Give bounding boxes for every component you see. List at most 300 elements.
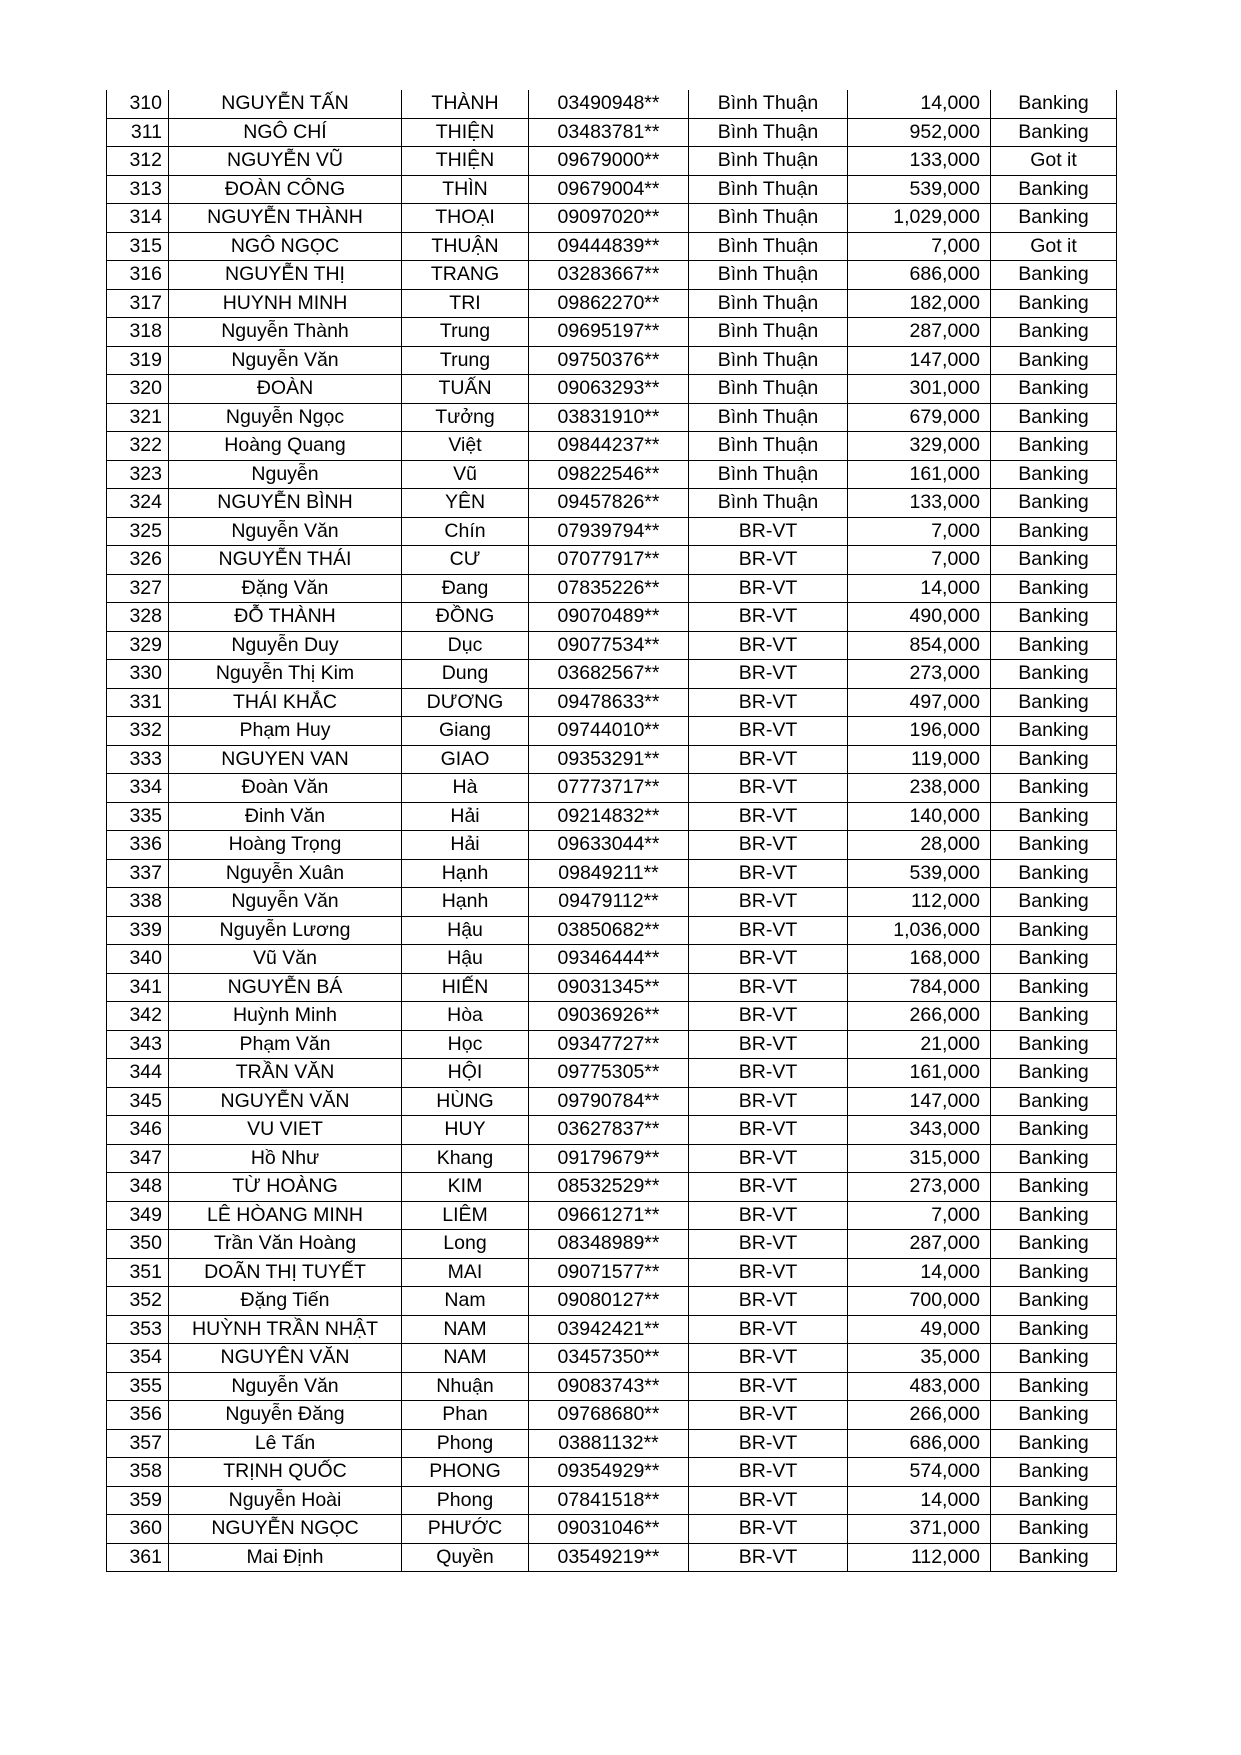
province-cell: BR-VT bbox=[689, 1315, 848, 1344]
amount-cell: 686,000 bbox=[848, 261, 991, 290]
given-name-cell: THUẬN bbox=[402, 232, 529, 261]
table-row bbox=[107, 1486, 1117, 1515]
given-name-cell: THÌN bbox=[402, 175, 529, 204]
table-row bbox=[107, 1087, 1117, 1116]
phone-cell: 03831910** bbox=[529, 403, 689, 432]
table-row bbox=[107, 118, 1117, 147]
payment-method-cell: Banking bbox=[991, 1173, 1117, 1202]
given-name-cell: HIẾN bbox=[402, 973, 529, 1002]
given-name-cell: Giang bbox=[402, 717, 529, 746]
table-row bbox=[107, 1543, 1117, 1572]
payment-method-cell: Banking bbox=[991, 1287, 1117, 1316]
amount-cell: 686,000 bbox=[848, 1429, 991, 1458]
row-number-cell: 336 bbox=[107, 831, 169, 860]
payment-method-cell: Got it bbox=[991, 147, 1117, 176]
table-row bbox=[107, 888, 1117, 917]
family-name-cell: Nguyễn Xuân bbox=[169, 859, 402, 888]
row-number-cell: 359 bbox=[107, 1486, 169, 1515]
given-name-cell: Trung bbox=[402, 318, 529, 347]
given-name-cell: TRANG bbox=[402, 261, 529, 290]
phone-cell: 09346444** bbox=[529, 945, 689, 974]
family-name-cell: TỪ HOÀNG bbox=[169, 1173, 402, 1202]
phone-cell: 09077534** bbox=[529, 631, 689, 660]
amount-cell: 287,000 bbox=[848, 318, 991, 347]
province-cell: Bình Thuận bbox=[689, 289, 848, 318]
province-cell: BR-VT bbox=[689, 660, 848, 689]
province-cell: BR-VT bbox=[689, 1344, 848, 1373]
row-number-cell: 337 bbox=[107, 859, 169, 888]
row-number-cell: 347 bbox=[107, 1144, 169, 1173]
given-name-cell: Hà bbox=[402, 774, 529, 803]
table-row bbox=[107, 802, 1117, 831]
phone-cell: 09862270** bbox=[529, 289, 689, 318]
row-number-cell: 310 bbox=[107, 90, 169, 118]
province-cell: BR-VT bbox=[689, 1059, 848, 1088]
table-row bbox=[107, 517, 1117, 546]
phone-cell: 09353291** bbox=[529, 745, 689, 774]
payment-method-cell: Banking bbox=[991, 831, 1117, 860]
amount-cell: 700,000 bbox=[848, 1287, 991, 1316]
family-name-cell: Nguyễn Văn bbox=[169, 346, 402, 375]
family-name-cell: Hồ Như bbox=[169, 1144, 402, 1173]
phone-cell: 09679000** bbox=[529, 147, 689, 176]
family-name-cell: ĐOÀN bbox=[169, 375, 402, 404]
family-name-cell: Hoàng Quang bbox=[169, 432, 402, 461]
family-name-cell: LÊ HÒANG MINH bbox=[169, 1201, 402, 1230]
family-name-cell: Nguyễn Văn bbox=[169, 888, 402, 917]
province-cell: BR-VT bbox=[689, 1087, 848, 1116]
given-name-cell: THIỆN bbox=[402, 118, 529, 147]
amount-cell: 539,000 bbox=[848, 175, 991, 204]
payment-method-cell: Banking bbox=[991, 1515, 1117, 1544]
province-cell: BR-VT bbox=[689, 517, 848, 546]
table-row bbox=[107, 574, 1117, 603]
given-name-cell: THÀNH bbox=[402, 90, 529, 118]
family-name-cell: NGUYỄN BÌNH bbox=[169, 489, 402, 518]
amount-cell: 21,000 bbox=[848, 1030, 991, 1059]
amount-cell: 182,000 bbox=[848, 289, 991, 318]
given-name-cell: Chín bbox=[402, 517, 529, 546]
row-number-cell: 321 bbox=[107, 403, 169, 432]
amount-cell: 266,000 bbox=[848, 1401, 991, 1430]
amount-cell: 112,000 bbox=[848, 1543, 991, 1572]
phone-cell: 09750376** bbox=[529, 346, 689, 375]
row-number-cell: 361 bbox=[107, 1543, 169, 1572]
phone-cell: 03942421** bbox=[529, 1315, 689, 1344]
row-number-cell: 354 bbox=[107, 1344, 169, 1373]
phone-cell: 07835226** bbox=[529, 574, 689, 603]
payment-method-cell: Banking bbox=[991, 1002, 1117, 1031]
table-row bbox=[107, 289, 1117, 318]
row-number-cell: 330 bbox=[107, 660, 169, 689]
given-name-cell: Học bbox=[402, 1030, 529, 1059]
family-name-cell: Nguyễn Ngọc bbox=[169, 403, 402, 432]
row-number-cell: 325 bbox=[107, 517, 169, 546]
phone-cell: 09354929** bbox=[529, 1458, 689, 1487]
row-number-cell: 341 bbox=[107, 973, 169, 1002]
given-name-cell: KIM bbox=[402, 1173, 529, 1202]
province-cell: Bình Thuận bbox=[689, 232, 848, 261]
phone-cell: 09031046** bbox=[529, 1515, 689, 1544]
family-name-cell: NGUYÊN VĂN bbox=[169, 1344, 402, 1373]
payment-method-cell: Banking bbox=[991, 1258, 1117, 1287]
payment-method-cell: Banking bbox=[991, 460, 1117, 489]
payment-method-cell: Got it bbox=[991, 232, 1117, 261]
payment-method-cell: Banking bbox=[991, 1315, 1117, 1344]
given-name-cell: Hậu bbox=[402, 945, 529, 974]
table-row bbox=[107, 945, 1117, 974]
family-name-cell: Hoàng Trọng bbox=[169, 831, 402, 860]
table-row bbox=[107, 1429, 1117, 1458]
row-number-cell: 348 bbox=[107, 1173, 169, 1202]
family-name-cell: Đặng Văn bbox=[169, 574, 402, 603]
family-name-cell: Nguyễn Văn bbox=[169, 1372, 402, 1401]
table-row bbox=[107, 660, 1117, 689]
family-name-cell: Nguyễn Duy bbox=[169, 631, 402, 660]
amount-cell: 14,000 bbox=[848, 574, 991, 603]
given-name-cell: THOẠI bbox=[402, 204, 529, 233]
row-number-cell: 332 bbox=[107, 717, 169, 746]
given-name-cell: Phong bbox=[402, 1486, 529, 1515]
province-cell: BR-VT bbox=[689, 916, 848, 945]
amount-cell: 119,000 bbox=[848, 745, 991, 774]
given-name-cell: Hạnh bbox=[402, 859, 529, 888]
province-cell: BR-VT bbox=[689, 831, 848, 860]
province-cell: Bình Thuận bbox=[689, 118, 848, 147]
row-number-cell: 328 bbox=[107, 603, 169, 632]
payment-method-cell: Banking bbox=[991, 432, 1117, 461]
payment-method-cell: Banking bbox=[991, 1372, 1117, 1401]
payment-method-cell: Banking bbox=[991, 517, 1117, 546]
family-name-cell: Mai Định bbox=[169, 1543, 402, 1572]
table-row bbox=[107, 603, 1117, 632]
table-row bbox=[107, 1344, 1117, 1373]
given-name-cell: Dục bbox=[402, 631, 529, 660]
family-name-cell: Đặng Tiến bbox=[169, 1287, 402, 1316]
payment-method-cell: Banking bbox=[991, 1543, 1117, 1572]
phone-cell: 03850682** bbox=[529, 916, 689, 945]
province-cell: Bình Thuận bbox=[689, 346, 848, 375]
table-row bbox=[107, 1201, 1117, 1230]
table-row bbox=[107, 175, 1117, 204]
family-name-cell: DOÃN THỊ TUYẾT bbox=[169, 1258, 402, 1287]
table-row bbox=[107, 1230, 1117, 1259]
payment-method-cell: Banking bbox=[991, 375, 1117, 404]
given-name-cell: DƯƠNG bbox=[402, 688, 529, 717]
phone-cell: 08348989** bbox=[529, 1230, 689, 1259]
phone-cell: 09679004** bbox=[529, 175, 689, 204]
phone-cell: 03490948** bbox=[529, 90, 689, 118]
table-row bbox=[107, 460, 1117, 489]
table-row bbox=[107, 831, 1117, 860]
phone-cell: 07939794** bbox=[529, 517, 689, 546]
row-number-cell: 350 bbox=[107, 1230, 169, 1259]
payment-method-cell: Banking bbox=[991, 1401, 1117, 1430]
amount-cell: 49,000 bbox=[848, 1315, 991, 1344]
amount-cell: 133,000 bbox=[848, 147, 991, 176]
phone-cell: 09695197** bbox=[529, 318, 689, 347]
family-name-cell: NGUYỄN BÁ bbox=[169, 973, 402, 1002]
row-number-cell: 312 bbox=[107, 147, 169, 176]
province-cell: BR-VT bbox=[689, 1458, 848, 1487]
table-row bbox=[107, 1059, 1117, 1088]
amount-cell: 14,000 bbox=[848, 90, 991, 118]
phone-cell: 09083743** bbox=[529, 1372, 689, 1401]
family-name-cell: Lê Tấn bbox=[169, 1429, 402, 1458]
row-number-cell: 320 bbox=[107, 375, 169, 404]
province-cell: Bình Thuận bbox=[689, 318, 848, 347]
payment-method-cell: Banking bbox=[991, 717, 1117, 746]
phone-cell: 03549219** bbox=[529, 1543, 689, 1572]
given-name-cell: TRI bbox=[402, 289, 529, 318]
province-cell: BR-VT bbox=[689, 774, 848, 803]
family-name-cell: THÁI KHẮC bbox=[169, 688, 402, 717]
province-cell: BR-VT bbox=[689, 1201, 848, 1230]
payment-method-cell: Banking bbox=[991, 1230, 1117, 1259]
payment-method-cell: Banking bbox=[991, 1087, 1117, 1116]
family-name-cell: HUYNH MINH bbox=[169, 289, 402, 318]
amount-cell: 7,000 bbox=[848, 232, 991, 261]
province-cell: BR-VT bbox=[689, 603, 848, 632]
family-name-cell: Huỳnh Minh bbox=[169, 1002, 402, 1031]
row-number-cell: 344 bbox=[107, 1059, 169, 1088]
payment-method-cell: Banking bbox=[991, 945, 1117, 974]
row-number-cell: 349 bbox=[107, 1201, 169, 1230]
amount-cell: 7,000 bbox=[848, 517, 991, 546]
family-name-cell: NGUYỄN TẤN bbox=[169, 90, 402, 118]
table-row bbox=[107, 546, 1117, 575]
phone-cell: 08532529** bbox=[529, 1173, 689, 1202]
family-name-cell: Nguyễn bbox=[169, 460, 402, 489]
province-cell: BR-VT bbox=[689, 688, 848, 717]
amount-cell: 238,000 bbox=[848, 774, 991, 803]
family-name-cell: NGUYỄN VŨ bbox=[169, 147, 402, 176]
amount-cell: 273,000 bbox=[848, 1173, 991, 1202]
family-name-cell: NGUYỄN THÀNH bbox=[169, 204, 402, 233]
table-row bbox=[107, 204, 1117, 233]
phone-cell: 09768680** bbox=[529, 1401, 689, 1430]
table-body bbox=[107, 90, 1117, 1572]
province-cell: BR-VT bbox=[689, 1002, 848, 1031]
province-cell: BR-VT bbox=[689, 1515, 848, 1544]
amount-cell: 574,000 bbox=[848, 1458, 991, 1487]
phone-cell: 03483781** bbox=[529, 118, 689, 147]
payment-method-cell: Banking bbox=[991, 916, 1117, 945]
given-name-cell: Hòa bbox=[402, 1002, 529, 1031]
amount-cell: 147,000 bbox=[848, 1087, 991, 1116]
payment-method-cell: Banking bbox=[991, 1116, 1117, 1145]
phone-cell: 09790784** bbox=[529, 1087, 689, 1116]
payment-method-cell: Banking bbox=[991, 574, 1117, 603]
payment-method-cell: Banking bbox=[991, 318, 1117, 347]
table-row bbox=[107, 232, 1117, 261]
family-name-cell: Vũ Văn bbox=[169, 945, 402, 974]
amount-cell: 161,000 bbox=[848, 1059, 991, 1088]
amount-cell: 315,000 bbox=[848, 1144, 991, 1173]
family-name-cell: Đinh Văn bbox=[169, 802, 402, 831]
payment-method-cell: Banking bbox=[991, 603, 1117, 632]
payment-method-cell: Banking bbox=[991, 90, 1117, 118]
row-number-cell: 319 bbox=[107, 346, 169, 375]
province-cell: BR-VT bbox=[689, 1429, 848, 1458]
family-name-cell: NGUYỄN NGỌC bbox=[169, 1515, 402, 1544]
payment-method-cell: Banking bbox=[991, 489, 1117, 518]
given-name-cell: Quyền bbox=[402, 1543, 529, 1572]
phone-cell: 09179679** bbox=[529, 1144, 689, 1173]
row-number-cell: 316 bbox=[107, 261, 169, 290]
phone-cell: 09063293** bbox=[529, 375, 689, 404]
family-name-cell: NGÔ NGỌC bbox=[169, 232, 402, 261]
amount-cell: 14,000 bbox=[848, 1258, 991, 1287]
province-cell: BR-VT bbox=[689, 745, 848, 774]
family-name-cell: Phạm Văn bbox=[169, 1030, 402, 1059]
amount-cell: 490,000 bbox=[848, 603, 991, 632]
table-row bbox=[107, 1030, 1117, 1059]
row-number-cell: 339 bbox=[107, 916, 169, 945]
phone-cell: 09070489** bbox=[529, 603, 689, 632]
table-row bbox=[107, 346, 1117, 375]
phone-cell: 03283667** bbox=[529, 261, 689, 290]
given-name-cell: HỘI bbox=[402, 1059, 529, 1088]
table-row bbox=[107, 432, 1117, 461]
province-cell: BR-VT bbox=[689, 802, 848, 831]
province-cell: Bình Thuận bbox=[689, 175, 848, 204]
row-number-cell: 313 bbox=[107, 175, 169, 204]
given-name-cell: Vũ bbox=[402, 460, 529, 489]
phone-cell: 09031345** bbox=[529, 973, 689, 1002]
table-row bbox=[107, 375, 1117, 404]
row-number-cell: 318 bbox=[107, 318, 169, 347]
amount-cell: 784,000 bbox=[848, 973, 991, 1002]
payment-method-cell: Banking bbox=[991, 688, 1117, 717]
table-row bbox=[107, 973, 1117, 1002]
family-name-cell: Nguyễn Văn bbox=[169, 517, 402, 546]
row-number-cell: 323 bbox=[107, 460, 169, 489]
amount-cell: 168,000 bbox=[848, 945, 991, 974]
row-number-cell: 324 bbox=[107, 489, 169, 518]
payment-method-cell: Banking bbox=[991, 1144, 1117, 1173]
province-cell: BR-VT bbox=[689, 1116, 848, 1145]
province-cell: Bình Thuận bbox=[689, 403, 848, 432]
amount-cell: 7,000 bbox=[848, 546, 991, 575]
family-name-cell: Nguyễn Thành bbox=[169, 318, 402, 347]
phone-cell: 07773717** bbox=[529, 774, 689, 803]
amount-cell: 483,000 bbox=[848, 1372, 991, 1401]
table-row bbox=[107, 1173, 1117, 1202]
amount-cell: 35,000 bbox=[848, 1344, 991, 1373]
phone-cell: 09214832** bbox=[529, 802, 689, 831]
phone-cell: 09071577** bbox=[529, 1258, 689, 1287]
amount-cell: 273,000 bbox=[848, 660, 991, 689]
given-name-cell: PHƯỚC bbox=[402, 1515, 529, 1544]
family-name-cell: NGUYỄN VĂN bbox=[169, 1087, 402, 1116]
row-number-cell: 315 bbox=[107, 232, 169, 261]
province-cell: BR-VT bbox=[689, 1144, 848, 1173]
amount-cell: 854,000 bbox=[848, 631, 991, 660]
payment-method-cell: Banking bbox=[991, 204, 1117, 233]
phone-cell: 03881132** bbox=[529, 1429, 689, 1458]
phone-cell: 09347727** bbox=[529, 1030, 689, 1059]
amount-cell: 112,000 bbox=[848, 888, 991, 917]
payment-method-cell: Banking bbox=[991, 802, 1117, 831]
table-row bbox=[107, 1287, 1117, 1316]
phone-cell: 09036926** bbox=[529, 1002, 689, 1031]
phone-cell: 09775305** bbox=[529, 1059, 689, 1088]
province-cell: Bình Thuận bbox=[689, 489, 848, 518]
given-name-cell: LIÊM bbox=[402, 1201, 529, 1230]
row-number-cell: 329 bbox=[107, 631, 169, 660]
province-cell: BR-VT bbox=[689, 859, 848, 888]
amount-cell: 7,000 bbox=[848, 1201, 991, 1230]
family-name-cell: Nguyễn Lương bbox=[169, 916, 402, 945]
province-cell: Bình Thuận bbox=[689, 432, 848, 461]
phone-cell: 09080127** bbox=[529, 1287, 689, 1316]
family-name-cell: Nguyễn Thị Kim bbox=[169, 660, 402, 689]
table-row bbox=[107, 1315, 1117, 1344]
phone-cell: 09744010** bbox=[529, 717, 689, 746]
given-name-cell: Hải bbox=[402, 802, 529, 831]
phone-cell: 09633044** bbox=[529, 831, 689, 860]
amount-cell: 343,000 bbox=[848, 1116, 991, 1145]
province-cell: BR-VT bbox=[689, 546, 848, 575]
phone-cell: 03682567** bbox=[529, 660, 689, 689]
payment-method-cell: Banking bbox=[991, 261, 1117, 290]
table-row bbox=[107, 147, 1117, 176]
row-number-cell: 322 bbox=[107, 432, 169, 461]
row-number-cell: 331 bbox=[107, 688, 169, 717]
given-name-cell: Đang bbox=[402, 574, 529, 603]
family-name-cell: HUỲNH TRẦN NHẬT bbox=[169, 1315, 402, 1344]
province-cell: BR-VT bbox=[689, 1030, 848, 1059]
given-name-cell: Hạnh bbox=[402, 888, 529, 917]
family-name-cell: ĐOÀN CÔNG bbox=[169, 175, 402, 204]
amount-cell: 1,029,000 bbox=[848, 204, 991, 233]
province-cell: Bình Thuận bbox=[689, 375, 848, 404]
phone-cell: 09097020** bbox=[529, 204, 689, 233]
amount-cell: 196,000 bbox=[848, 717, 991, 746]
row-number-cell: 346 bbox=[107, 1116, 169, 1145]
family-name-cell: TRỊNH QUỐC bbox=[169, 1458, 402, 1487]
given-name-cell: CƯ bbox=[402, 546, 529, 575]
table-row bbox=[107, 1458, 1117, 1487]
province-cell: BR-VT bbox=[689, 1401, 848, 1430]
phone-cell: 09479112** bbox=[529, 888, 689, 917]
table-row bbox=[107, 1372, 1117, 1401]
row-number-cell: 345 bbox=[107, 1087, 169, 1116]
family-name-cell: VU VIET bbox=[169, 1116, 402, 1145]
amount-cell: 1,036,000 bbox=[848, 916, 991, 945]
province-cell: BR-VT bbox=[689, 1173, 848, 1202]
amount-cell: 287,000 bbox=[848, 1230, 991, 1259]
province-cell: Bình Thuận bbox=[689, 147, 848, 176]
phone-cell: 09844237** bbox=[529, 432, 689, 461]
given-name-cell: TUẤN bbox=[402, 375, 529, 404]
given-name-cell: ĐỒNG bbox=[402, 603, 529, 632]
table-row bbox=[107, 489, 1117, 518]
given-name-cell: Hải bbox=[402, 831, 529, 860]
phone-cell: 09478633** bbox=[529, 688, 689, 717]
row-number-cell: 334 bbox=[107, 774, 169, 803]
province-cell: BR-VT bbox=[689, 973, 848, 1002]
province-cell: Bình Thuận bbox=[689, 261, 848, 290]
province-cell: Bình Thuận bbox=[689, 90, 848, 118]
table-row bbox=[107, 745, 1117, 774]
table-row bbox=[107, 1401, 1117, 1430]
table-row bbox=[107, 1002, 1117, 1031]
amount-cell: 952,000 bbox=[848, 118, 991, 147]
amount-cell: 301,000 bbox=[848, 375, 991, 404]
phone-cell: 03627837** bbox=[529, 1116, 689, 1145]
